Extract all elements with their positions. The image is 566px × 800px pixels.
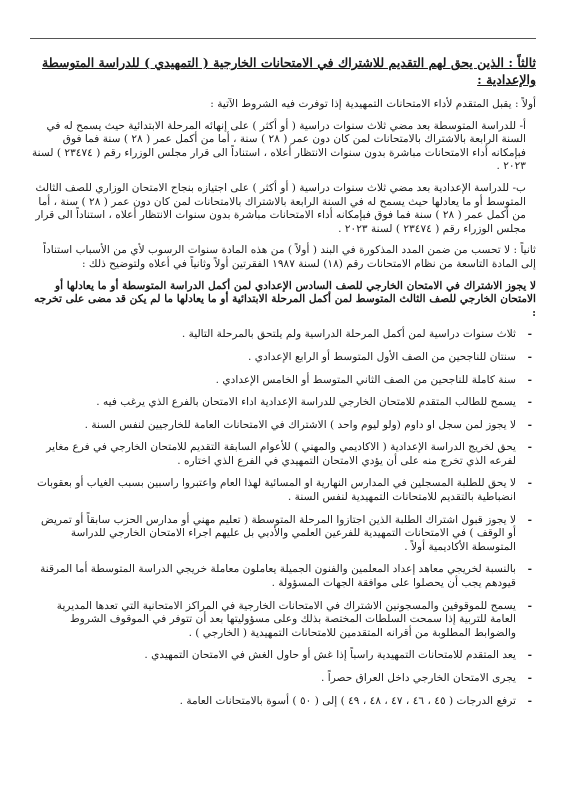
list-item: - ثلاث سنوات دراسية لمن أكمل المرحلة الدراسية ولم يلتحق بالمرحلة التالية . [30, 328, 536, 342]
top-rule [30, 38, 536, 39]
list-item: - لا يجوز قبول اشتراك الطلبة الذين اجتازوا المرحلة المتوسطة ( تعليم مهني أو مدارس الحزب سابقاً أو تمريض أو الوقف ) في الامتحانات التمهيدية للفرعين العلمي والأدبي بل عليهم اجراء الامتحان الخارجي للدراسة المتوسطة الأكاديمية أولاً . [30, 514, 536, 555]
list-item: - سنتان للناجحين من الصف الأول المتوسط أو الرابع الإعدادي . [30, 351, 536, 365]
paragraph-a: أ- للدراسة المتوسطة بعد مضي ثلاث سنوات دراسية ( أو أكثر ) على إنهائه المرحلة الابتدائية حيث يسمح له في السنة الرابعة بالاشتراك بالامتحانات لمن كان دون عمر ( ٢٨ ) سنة ، أما من أكمل عمر ( ٢٨ ) سنة فما فوق فبإمكانه أداء الامتحانات مباشرة بدون سنوات الانتظار أعلاه ، استناداً الى قرار مجلس الوزراء رقم ( ٢٣٤٧٤ ) لسنة ٢٠٢٣ . [31, 119, 526, 173]
list-item: - يسمح للطالب المتقدم للامتحان الخارجي للدراسة الإعدادية اداء الامتحان بالفرع الذي يرغب فيه . [30, 396, 536, 410]
list-item: - لا يحق للطلبة المسجلين في المدارس النهارية او المسائية لهذا العام واعتبروا راسبين بسبب الغياب أو بعقوبات انضباطية بالتقديم للامتحانات التمهيدية لنفس السنة . [30, 477, 536, 504]
conditions-list [30, 328, 536, 708]
list-item: - يجرى الامتحان الخارجي داخل العراق حصراً . [30, 672, 536, 686]
section-heading [30, 54, 536, 88]
first-intro: أولاً : يقبل المتقدم لأداء الامتحانات التمهيدية إذا توفرت فيه الشروط الآتية : [210, 98, 536, 110]
rule-paragraph: لا يجوز الاشتراك في الامتحان الخارجي للصف السادس الإعدادي لمن أكمل الدراسة المتوسطة أو ما يعادلها أو الامتحان الخارجي للصف الثالث المتوسط لمن أكمل المرحلة الابتدائية أو ما يعادلها ما لم يكن قد مضى على تخرجه : [34, 279, 536, 319]
list-item: - بالنسبة لخريجي معاهد إعداد المعلمين والفنون الجميلة يعاملون معاملة خريجي الدراسة المتوسطة أما المرقنة قيودهم يجب أن يحصلوا على موافقة الجهات المسؤولة . [30, 563, 536, 590]
list-item: - يعد المتقدم للامتحانات التمهيدية راسباً إذا غش أو حاول الغش في الامتحان التمهيدي . [30, 649, 536, 663]
list-item: - ترفع الدرجات ( ٤٥ ، ٤٦ ، ٤٧ ، ٤٨ ، ٤٩ ) إلى ( ٥٠ ) أسوة بالامتحانات العامة . [30, 695, 536, 709]
list-item: - يحق لخريج الدراسة الإعدادية ( الاكاديمي والمهني ) للأعوام السابقة التقديم للامتحان الخارجي في فرع مغاير لفرعه الذي تخرج منه على أن يؤدي الامتحان التمهيدي في الفرع الذي اختاره . [30, 441, 536, 468]
list-item: - يسمح للموقوفين والمسجونين الاشتراك في الامتحانات الخارجية في المراكز الامتحانية التي تعدها المديرية العامة للتربية إذا سمحت السلطات المختصة بذلك وعلى مسؤوليتها بعد أن تتوفر في الموقوف الشروط والضوابط المطلوبة من أقرانه المتقدمين للامتحانات التمهيدية ( الخارجي ) . [30, 600, 536, 641]
section-heading-text: ثالثاً : الذين يحق لهم التقديم للاشتراك في الامتحانات الخارجية ( التمهيدي ) للدراسة المتوسطة والإعدادية : [42, 55, 536, 87]
list-item: - سنة كاملة للناجحين من الصف الثاني المتوسط أو الخامس الإعدادي . [30, 374, 536, 388]
second-clause: ثانياً : لا تحسب من ضمن المدد المذكورة في البند ( أولاً ) من هذه المادة سنوات الرسوب لأي من الأسباب استناداً إلى المادة التاسعة من نظام الامتحانات رقم (١٨) لسنة ١٩٨٧ الفقرتين أولاً وثانياً في أعلاه ولتوضيح ذلك : [43, 244, 536, 270]
paragraph-b: ب- للدراسة الإعدادية بعد مضي ثلاث سنوات دراسية ( أو أكثر ) على اجتيازه بنجاح الامتحان الوزاري للصف الثالث المتوسط أو ما يعادلها حيث يسمح له في السنة الرابعة بالاشتراك بالامتحانات لمن كان دون عمر ( ٢٨ ) سنة ، أما من أكمل عمر ( ٢٨ ) سنة فما فوق فبإمكانه أداء الامتحانات مباشرة بدون سنوات الانتظار أعلاه ، استناداً الى قرار مجلس الوزراء رقم ( ٢٣٤٧٤ ) لسنة ٢٠٢٣ . [35, 181, 526, 235]
list-item: - لا يجوز لمن سجل او داوم (ولو ليوم واحد ) الاشتراك في الامتحانات العامة للخارجيين لنفس السنة . [30, 419, 536, 433]
